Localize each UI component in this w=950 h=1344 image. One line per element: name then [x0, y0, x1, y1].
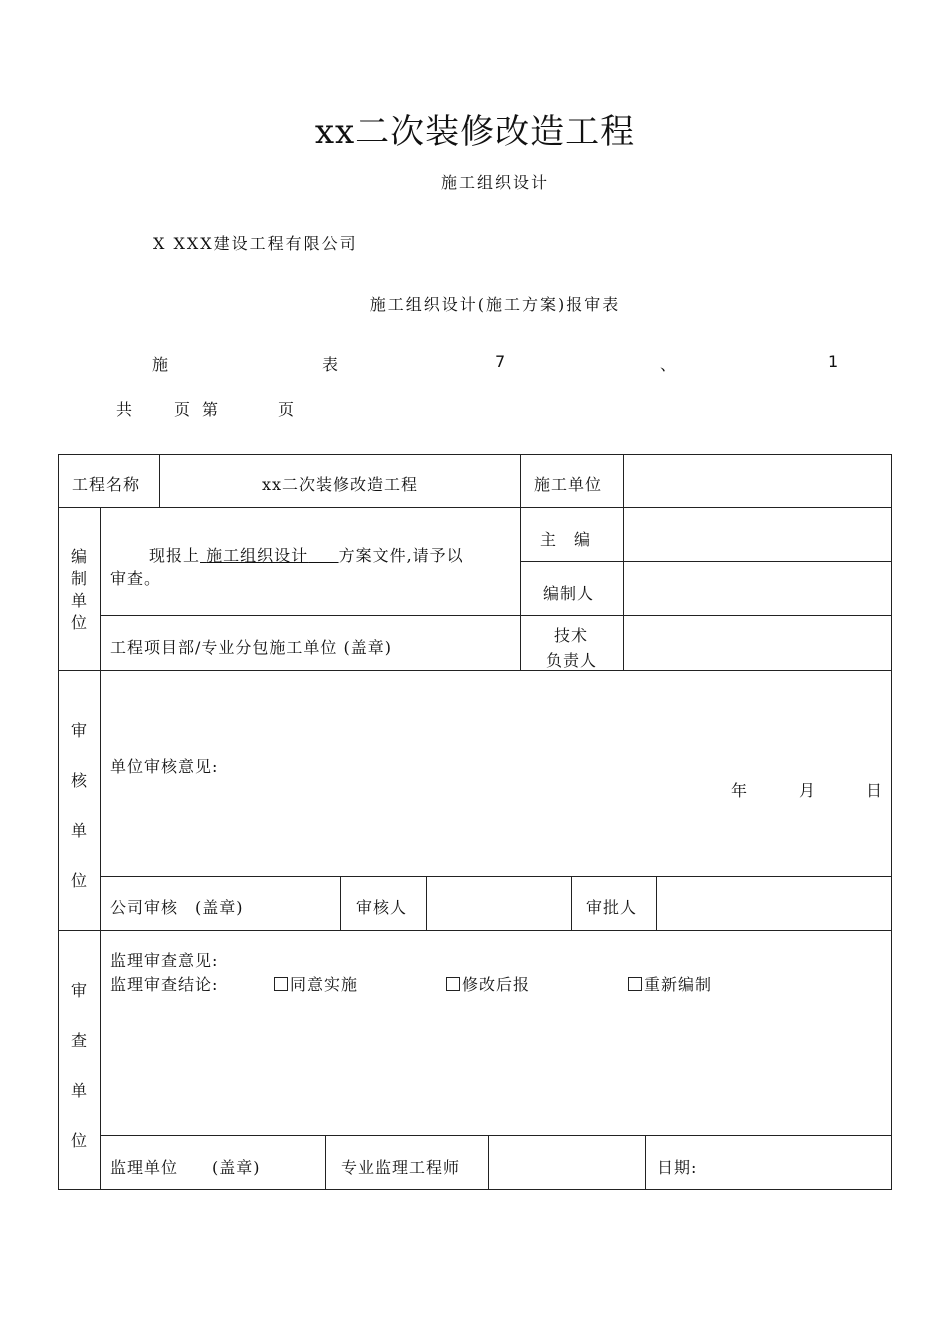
prep-unit-label: 编 制 单 位 — [70, 547, 87, 632]
form-title: 施工组织设计(施工方案)报审表 — [369, 295, 621, 314]
approver-label: 审批人 — [586, 898, 638, 917]
page-current-label: 第 — [202, 400, 219, 419]
col-divider — [571, 876, 572, 931]
submission-text: 现报上 施工组织设计 方案文件,请予以 — [149, 546, 464, 565]
review-date-month: 月 — [799, 781, 817, 800]
col-divider — [520, 454, 521, 671]
col-divider — [325, 1135, 326, 1190]
project-name-value: xx二次装修改造工程 — [261, 475, 419, 494]
approver-field[interactable] — [660, 882, 888, 924]
company-review-label: 公司审核 (盖章) — [110, 898, 244, 917]
supervision-engineer-field[interactable] — [492, 1141, 640, 1183]
row-divider — [58, 930, 892, 931]
serial-char: 施 — [152, 355, 169, 374]
reviewer-field[interactable] — [430, 882, 567, 924]
project-name-label: 工程名称 — [72, 475, 141, 494]
row-divider — [100, 615, 892, 616]
checkbox-icon[interactable] — [274, 977, 288, 991]
table-border — [58, 454, 892, 455]
row-divider — [58, 670, 892, 671]
col-divider — [488, 1135, 489, 1190]
page-current-unit: 页 — [278, 400, 295, 419]
page-total-unit: 页 — [174, 400, 191, 419]
table-border — [58, 1189, 892, 1190]
col-divider — [100, 507, 101, 1190]
chief-editor-field[interactable] — [626, 514, 888, 556]
col-divider — [623, 454, 624, 671]
tech-lead-label: 负责人 — [546, 651, 598, 670]
supervision-engineer-label: 专业监理工程师 — [341, 1158, 461, 1177]
table-border — [891, 454, 892, 1190]
tech-lead-label: 技术 — [554, 626, 589, 645]
option-revise[interactable]: 修改后报 — [446, 972, 530, 995]
row-divider — [100, 876, 892, 877]
reviewer-label: 审核人 — [356, 898, 408, 917]
review-date-day: 日 — [866, 781, 884, 800]
document-subtitle: 施工组织设计 — [440, 173, 549, 192]
inspect-unit-label: 审 查 单 位 — [70, 981, 87, 1150]
col-divider — [656, 876, 657, 931]
supervision-unit-label: 监理单位 (盖章) — [110, 1158, 261, 1177]
checkbox-icon[interactable] — [628, 977, 642, 991]
col-divider — [426, 876, 427, 931]
date-label: 日期: — [657, 1158, 698, 1177]
submission-text-line2: 审查。 — [110, 569, 162, 588]
row-divider — [58, 507, 892, 508]
construction-unit-field[interactable] — [626, 462, 888, 502]
review-opinion-label: 单位审核意见: — [110, 757, 219, 776]
option-agree[interactable]: 同意实施 — [274, 972, 358, 995]
page-total-label: 共 — [116, 400, 133, 419]
supervision-opinion-field[interactable] — [104, 1000, 884, 1128]
chief-editor-label: 主 编 — [540, 530, 592, 549]
supervision-conclusion-label: 监理审查结论: — [110, 975, 219, 994]
tech-lead-field[interactable] — [626, 622, 888, 664]
serial-number: 7 — [495, 352, 506, 371]
date-field[interactable] — [706, 1141, 886, 1183]
serial-char: 表 — [322, 355, 339, 374]
col-divider — [340, 876, 341, 931]
supervision-opinion-label: 监理审查意见: — [110, 951, 219, 970]
review-opinion-field[interactable] — [104, 690, 884, 870]
table-border — [58, 454, 59, 1190]
row-divider — [100, 1135, 892, 1136]
compiler-label: 编制人 — [543, 584, 595, 603]
submission-doc-name: 施工组织设计 — [206, 546, 309, 565]
option-redo[interactable]: 重新编制 — [628, 972, 712, 995]
construction-unit-label: 施工单位 — [534, 475, 603, 494]
review-date-year: 年 — [731, 781, 749, 800]
review-unit-label: 审 核 单 位 — [70, 721, 87, 890]
row-divider — [520, 561, 892, 562]
document-title: xx二次装修改造工程 — [314, 112, 636, 152]
serial-number: 1 — [828, 352, 839, 371]
col-divider — [645, 1135, 646, 1190]
project-dept-label: 工程项目部/专业分包施工单位 (盖章) — [110, 638, 392, 657]
company-name: X XXX建设工程有限公司 — [153, 234, 358, 253]
compiler-field[interactable] — [626, 568, 888, 610]
serial-separator: 、 — [660, 355, 677, 374]
checkbox-icon[interactable] — [446, 977, 460, 991]
